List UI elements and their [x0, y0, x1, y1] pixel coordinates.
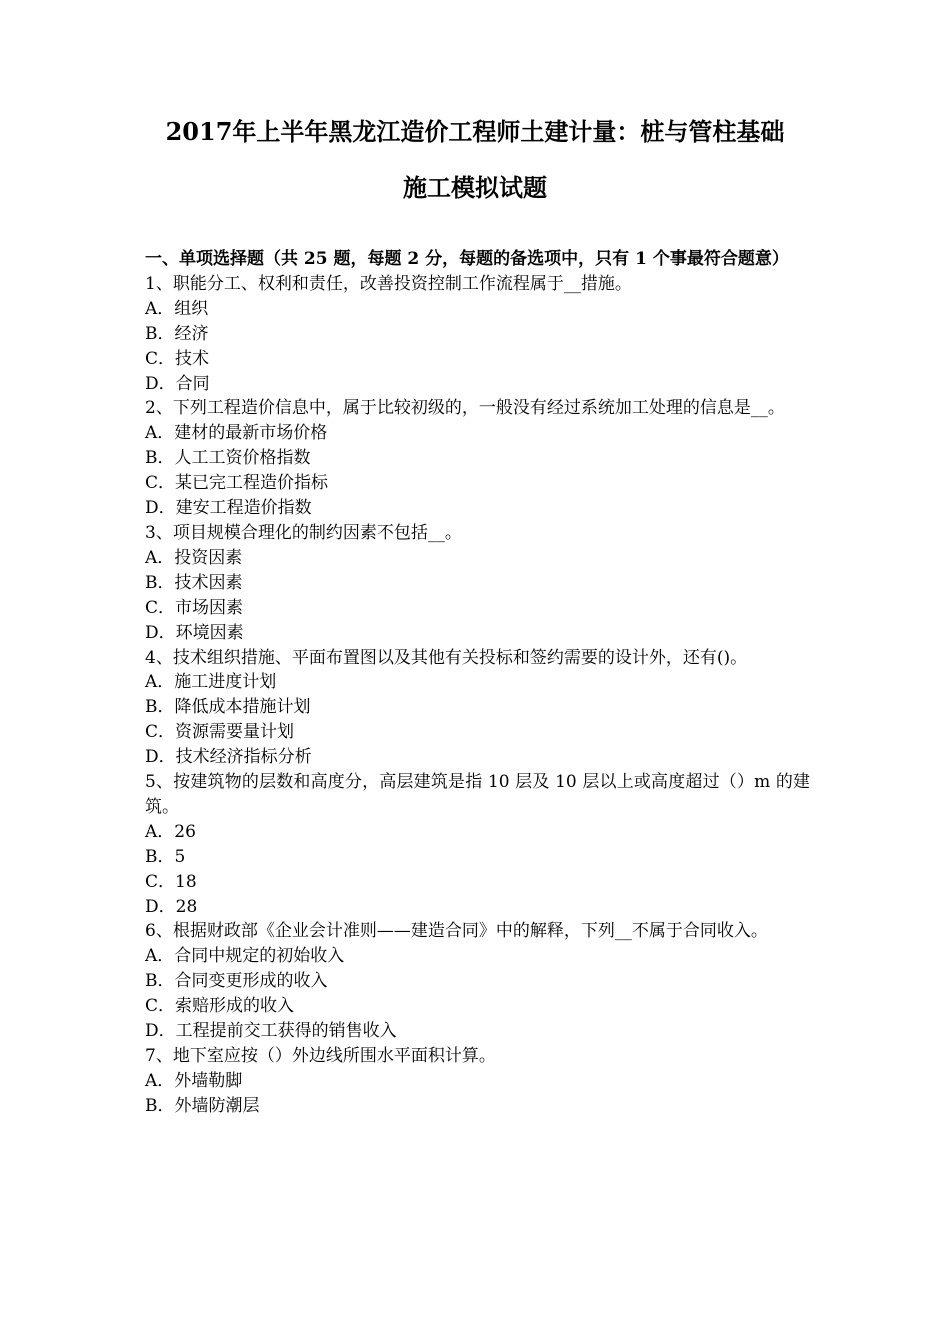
document-body [145, 247, 810, 1119]
option-a: A．建材的最新市场价格 [145, 423, 328, 444]
question [145, 272, 810, 397]
option-c: C．市场因素 [145, 597, 244, 618]
section-heading: 一、单项选择题（共 25 题，每题 2 分，每题的备选项中，只有 1 个事最符合题意） [145, 249, 789, 269]
question-stem: 2、下列工程造价信息中，属于比较初级的，一般没有经过系统加工处理的信息是__。 [145, 398, 785, 419]
option-b: B．技术因素 [145, 572, 243, 593]
option-a: A．合同中规定的初始收入 [145, 946, 345, 967]
option-c: C．索赔形成的收入 [145, 996, 295, 1017]
option-d: D．工程提前交工获得的销售收入 [145, 1021, 397, 1042]
question [145, 396, 810, 521]
option-c: C．18 [145, 871, 197, 892]
option-b: B．5 [145, 846, 186, 867]
question [145, 521, 810, 646]
question-stem: 4、技术组织措施、平面布置图以及其他有关投标和签约需要的设计外，还有()。 [145, 647, 748, 668]
option-a: A．施工进度计划 [145, 672, 277, 693]
question [145, 646, 810, 771]
document-title-line-1: 2017年上半年黑龙江造价工程师土建计量：桩与管柱基础 [165, 117, 785, 146]
option-d: D．建安工程造价指数 [145, 498, 312, 519]
question-stem: 6、根据财政部《企业会计准则——建造合同》中的解释，下列__不属于合同收入。 [145, 921, 768, 942]
option-b: B．降低成本措施计划 [145, 697, 311, 718]
option-b: B．经济 [145, 323, 209, 344]
option-a: A．26 [145, 821, 196, 842]
option-b: B．合同变更形成的收入 [145, 971, 328, 992]
question-stem: 3、项目规模合理化的制约因素不包括__。 [145, 522, 462, 543]
option-a: A．组织 [145, 298, 209, 319]
option-d: D．环境因素 [145, 622, 244, 643]
option-d: D．合同 [145, 373, 210, 394]
option-b: B．人工工资价格指数 [145, 448, 311, 469]
question [145, 919, 810, 1044]
option-a: A．外墙勒脚 [145, 1070, 243, 1091]
option-c: C．某已完工程造价指标 [145, 473, 329, 494]
question-stem: 7、地下室应按（）外边线所围水平面积计算。 [145, 1046, 496, 1066]
option-c: C．资源需要量计划 [145, 722, 295, 743]
option-d: D．技术经济指标分析 [145, 747, 312, 768]
question [145, 1044, 810, 1119]
document-title-line-2: 施工模拟试题 [403, 173, 547, 202]
option-b: B．外墙防潮层 [145, 1095, 260, 1116]
question-stem: 5、按建筑物的层数和高度分，高层建筑是指 10 层及 10 层以上或高度超过（）m 的建筑。 [145, 772, 810, 817]
question-stem: 1、职能分工、权利和责任，改善投资控制工作流程属于__措施。 [145, 273, 632, 294]
option-d: D．28 [145, 896, 198, 917]
option-a: A．投资因素 [145, 547, 243, 568]
question [145, 770, 810, 919]
option-c: C．技术 [145, 348, 210, 369]
